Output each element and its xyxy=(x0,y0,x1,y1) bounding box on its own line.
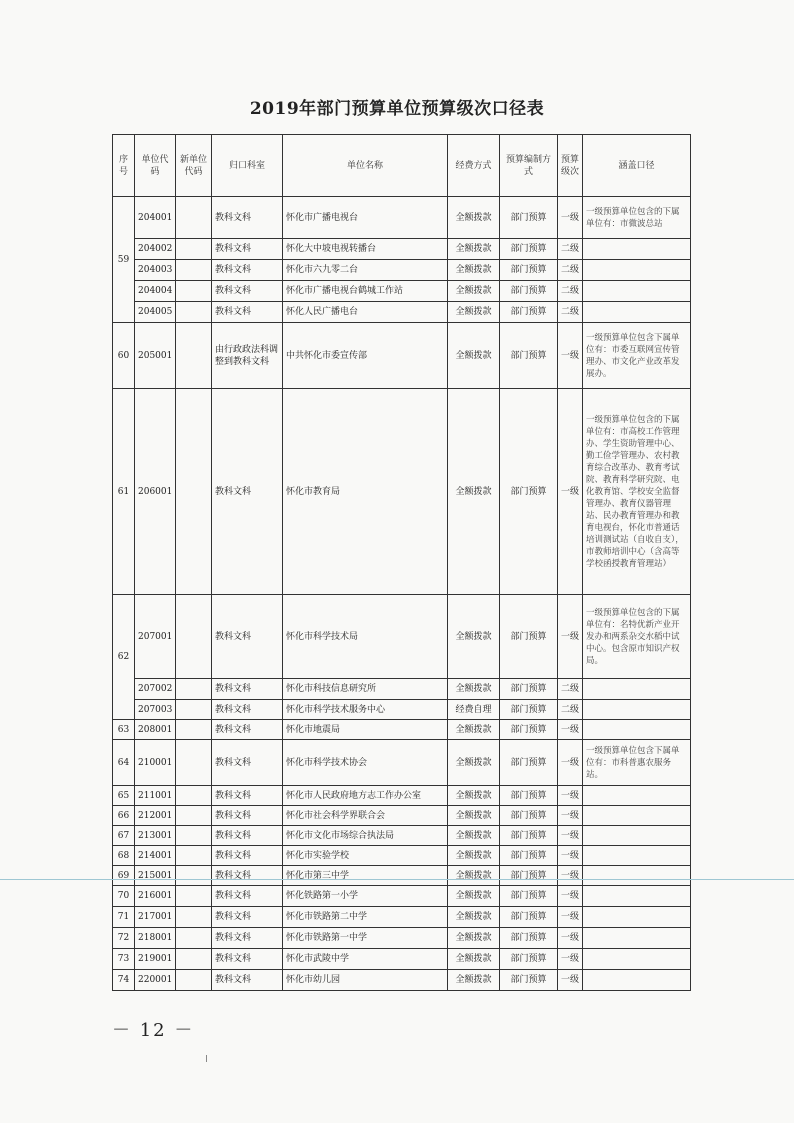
table-row xyxy=(113,886,691,907)
dept-cell: 教科文科 xyxy=(212,595,283,679)
funding-cell: 全额拨款 xyxy=(448,595,500,679)
table-row xyxy=(113,679,691,700)
new-unit-code-cell xyxy=(176,970,212,991)
new-unit-code-cell xyxy=(176,806,212,826)
table-row xyxy=(113,928,691,949)
scope-cell: 一级预算单位包含的下属单位有：市高校工作管理办、学生资助管理中心、勤工俭学管理办、农村教育综合改革办、教育考试院、教育科学研究院、电化教育馆、学校安全监督管理办、教育仪器管理站、民办教育管理办和教育电视台，怀化市普通话培训测试站（自收自支），市教师培训中心（含高等学校函授教育管理站） xyxy=(583,389,691,595)
level-cell: 二级 xyxy=(558,260,583,281)
unit-code-cell: 217001 xyxy=(135,907,176,928)
scope-cell xyxy=(583,786,691,806)
funding-cell: 全额拨款 xyxy=(448,239,500,260)
table-row xyxy=(113,740,691,786)
level-cell: 一级 xyxy=(558,866,583,886)
new-unit-code-cell xyxy=(176,886,212,907)
scope-cell xyxy=(583,239,691,260)
unit-name-cell: 怀化市铁路第一中学 xyxy=(283,928,448,949)
table-body xyxy=(113,197,691,991)
seq-cell: 67 xyxy=(113,826,135,846)
dept-cell: 教科文科 xyxy=(212,197,283,239)
new-unit-code-cell xyxy=(176,740,212,786)
unit-name-cell: 中共怀化市委宣传部 xyxy=(283,323,448,389)
funding-cell: 全额拨款 xyxy=(448,886,500,907)
dept-cell: 教科文科 xyxy=(212,907,283,928)
scan-divider-line xyxy=(0,879,794,880)
new-unit-code-cell xyxy=(176,302,212,323)
table-row xyxy=(113,826,691,846)
table-row xyxy=(113,949,691,970)
scope-cell xyxy=(583,281,691,302)
unit-code-cell: 204002 xyxy=(135,239,176,260)
page-number: － 12 － xyxy=(112,1020,195,1041)
unit-name-cell: 怀化市人民政府地方志工作办公室 xyxy=(283,786,448,806)
new-unit-code-cell xyxy=(176,949,212,970)
funding-cell: 全额拨款 xyxy=(448,806,500,826)
unit-name-cell: 怀化大中坡电视转播台 xyxy=(283,239,448,260)
seq-cell: 66 xyxy=(113,806,135,826)
budget-mode-cell: 部门预算 xyxy=(500,866,558,886)
budget-mode-cell: 部门预算 xyxy=(500,786,558,806)
unit-name-cell: 怀化市科学技术局 xyxy=(283,595,448,679)
table-row xyxy=(113,866,691,886)
budget-mode-cell: 部门预算 xyxy=(500,281,558,302)
table-row xyxy=(113,323,691,389)
level-cell: 一级 xyxy=(558,949,583,970)
table-header-row xyxy=(113,135,691,197)
unit-code-cell: 211001 xyxy=(135,786,176,806)
dept-cell: 教科文科 xyxy=(212,866,283,886)
scope-cell xyxy=(583,679,691,700)
scope-cell xyxy=(583,806,691,826)
dept-cell: 教科文科 xyxy=(212,740,283,786)
budget-mode-cell: 部门预算 xyxy=(500,197,558,239)
budget-mode-cell: 部门预算 xyxy=(500,949,558,970)
seq-cell: 72 xyxy=(113,928,135,949)
budget-mode-cell: 部门预算 xyxy=(500,806,558,826)
new-unit-code-cell xyxy=(176,389,212,595)
level-cell: 一级 xyxy=(558,970,583,991)
budget-mode-cell: 部门预算 xyxy=(500,700,558,720)
level-cell: 一级 xyxy=(558,806,583,826)
dept-cell: 教科文科 xyxy=(212,786,283,806)
unit-code-cell: 219001 xyxy=(135,949,176,970)
seq-cell: 64 xyxy=(113,740,135,786)
unit-code-cell: 204004 xyxy=(135,281,176,302)
new-unit-code-cell xyxy=(176,323,212,389)
level-cell: 二级 xyxy=(558,679,583,700)
table-row xyxy=(113,197,691,239)
table-row xyxy=(113,281,691,302)
unit-name-cell: 怀化市第三中学 xyxy=(283,866,448,886)
new-unit-code-cell xyxy=(176,679,212,700)
unit-name-cell: 怀化市科学技术协会 xyxy=(283,740,448,786)
header-level: 预算级次 xyxy=(558,135,583,197)
unit-name-cell: 怀化市广播电视台 xyxy=(283,197,448,239)
level-cell: 一级 xyxy=(558,595,583,679)
budget-mode-cell: 部门预算 xyxy=(500,970,558,991)
table-row xyxy=(113,907,691,928)
seq-cell: 71 xyxy=(113,907,135,928)
seq-cell: 68 xyxy=(113,846,135,866)
level-cell: 一级 xyxy=(558,389,583,595)
unit-code-cell: 205001 xyxy=(135,323,176,389)
new-unit-code-cell xyxy=(176,846,212,866)
unit-code-cell: 206001 xyxy=(135,389,176,595)
budget-mode-cell: 部门预算 xyxy=(500,260,558,281)
scope-cell: 一级预算单位包含的下属单位有：市微波总站 xyxy=(583,197,691,239)
dept-cell: 教科文科 xyxy=(212,886,283,907)
header-seq: 序号 xyxy=(113,135,135,197)
funding-cell: 全额拨款 xyxy=(448,720,500,740)
unit-code-cell: 207002 xyxy=(135,679,176,700)
table-row xyxy=(113,806,691,826)
unit-name-cell: 怀化市广播电视台鹤城工作站 xyxy=(283,281,448,302)
funding-cell: 全额拨款 xyxy=(448,866,500,886)
funding-cell: 全额拨款 xyxy=(448,907,500,928)
budget-mode-cell: 部门预算 xyxy=(500,846,558,866)
funding-cell: 全额拨款 xyxy=(448,197,500,239)
unit-code-cell: 204005 xyxy=(135,302,176,323)
table-row xyxy=(113,302,691,323)
table-row xyxy=(113,595,691,679)
budget-mode-cell: 部门预算 xyxy=(500,740,558,786)
level-cell: 一级 xyxy=(558,323,583,389)
table-row xyxy=(113,786,691,806)
scope-cell xyxy=(583,970,691,991)
funding-cell: 全额拨款 xyxy=(448,679,500,700)
budget-mode-cell: 部门预算 xyxy=(500,826,558,846)
unit-code-cell: 216001 xyxy=(135,886,176,907)
new-unit-code-cell xyxy=(176,197,212,239)
table-row xyxy=(113,239,691,260)
seq-cell: 59 xyxy=(113,197,135,323)
level-cell: 一级 xyxy=(558,886,583,907)
dept-cell: 教科文科 xyxy=(212,949,283,970)
seq-cell: 65 xyxy=(113,786,135,806)
new-unit-code-cell xyxy=(176,700,212,720)
unit-name-cell: 怀化人民广播电台 xyxy=(283,302,448,323)
level-cell: 一级 xyxy=(558,846,583,866)
budget-mode-cell: 部门预算 xyxy=(500,302,558,323)
unit-code-cell: 207003 xyxy=(135,700,176,720)
unit-name-cell: 怀化市幼儿园 xyxy=(283,970,448,991)
level-cell: 一级 xyxy=(558,786,583,806)
new-unit-code-cell xyxy=(176,928,212,949)
dept-cell: 由行政政法科调整到教科文科 xyxy=(212,323,283,389)
funding-cell: 全额拨款 xyxy=(448,389,500,595)
header-new-code: 新单位代码 xyxy=(176,135,212,197)
new-unit-code-cell xyxy=(176,786,212,806)
unit-code-cell: 210001 xyxy=(135,740,176,786)
funding-cell: 全额拨款 xyxy=(448,826,500,846)
funding-cell: 全额拨款 xyxy=(448,786,500,806)
document-title: 2019年部门预算单位预算级次口径表 xyxy=(249,99,545,119)
unit-name-cell: 怀化市社会科学界联合会 xyxy=(283,806,448,826)
funding-cell: 全额拨款 xyxy=(448,281,500,302)
dept-cell: 教科文科 xyxy=(212,260,283,281)
new-unit-code-cell xyxy=(176,826,212,846)
new-unit-code-cell xyxy=(176,720,212,740)
table-row xyxy=(113,389,691,595)
funding-cell: 全额拨款 xyxy=(448,740,500,786)
level-cell: 一级 xyxy=(558,907,583,928)
funding-cell: 全额拨款 xyxy=(448,846,500,866)
dept-cell: 教科文科 xyxy=(212,970,283,991)
level-cell: 一级 xyxy=(558,720,583,740)
level-cell: 二级 xyxy=(558,239,583,260)
unit-name-cell: 怀化市武陵中学 xyxy=(283,949,448,970)
seq-cell: 69 xyxy=(113,866,135,886)
dept-cell: 教科文科 xyxy=(212,720,283,740)
unit-name-cell: 怀化市科学技术服务中心 xyxy=(283,700,448,720)
seq-cell: 60 xyxy=(113,323,135,389)
dept-cell: 教科文科 xyxy=(212,281,283,302)
dept-cell: 教科文科 xyxy=(212,826,283,846)
budget-mode-cell: 部门预算 xyxy=(500,907,558,928)
unit-name-cell: 怀化铁路第一小学 xyxy=(283,886,448,907)
budget-mode-cell: 部门预算 xyxy=(500,389,558,595)
budget-mode-cell: 部门预算 xyxy=(500,928,558,949)
header-funding: 经费方式 xyxy=(448,135,500,197)
table-row xyxy=(113,260,691,281)
new-unit-code-cell xyxy=(176,281,212,302)
dept-cell: 教科文科 xyxy=(212,239,283,260)
scope-cell xyxy=(583,700,691,720)
level-cell: 二级 xyxy=(558,302,583,323)
scope-cell xyxy=(583,302,691,323)
scope-cell xyxy=(583,886,691,907)
funding-cell: 全额拨款 xyxy=(448,302,500,323)
header-dept: 归口科室 xyxy=(212,135,283,197)
funding-cell: 全额拨款 xyxy=(448,970,500,991)
scope-cell: 一级预算单位包含下属单位有：市科普惠农服务站。 xyxy=(583,740,691,786)
unit-name-cell: 怀化市教育局 xyxy=(283,389,448,595)
level-cell: 二级 xyxy=(558,700,583,720)
dept-cell: 教科文科 xyxy=(212,302,283,323)
scope-cell xyxy=(583,826,691,846)
scope-cell xyxy=(583,260,691,281)
scope-cell xyxy=(583,928,691,949)
unit-code-cell: 204003 xyxy=(135,260,176,281)
new-unit-code-cell xyxy=(176,595,212,679)
level-cell: 一级 xyxy=(558,826,583,846)
budget-level-table xyxy=(112,134,691,991)
budget-mode-cell: 部门预算 xyxy=(500,239,558,260)
funding-cell: 经费自理 xyxy=(448,700,500,720)
scope-cell xyxy=(583,846,691,866)
level-cell: 二级 xyxy=(558,281,583,302)
new-unit-code-cell xyxy=(176,239,212,260)
budget-mode-cell: 部门预算 xyxy=(500,720,558,740)
funding-cell: 全额拨款 xyxy=(448,323,500,389)
dept-cell: 教科文科 xyxy=(212,928,283,949)
scope-cell xyxy=(583,949,691,970)
scope-cell xyxy=(583,720,691,740)
header-budget-mode: 预算编制方式 xyxy=(500,135,558,197)
budget-mode-cell: 部门预算 xyxy=(500,886,558,907)
new-unit-code-cell xyxy=(176,866,212,886)
seq-cell: 61 xyxy=(113,389,135,595)
table-row xyxy=(113,720,691,740)
budget-mode-cell: 部门预算 xyxy=(500,679,558,700)
scope-cell: 一级预算单位包含的下属单位有：名特优新产业开发办和两系杂交水稻中试中心。包含原市知识产权局。 xyxy=(583,595,691,679)
dept-cell: 教科文科 xyxy=(212,679,283,700)
new-unit-code-cell xyxy=(176,907,212,928)
unit-code-cell: 215001 xyxy=(135,866,176,886)
level-cell: 一级 xyxy=(558,928,583,949)
table-row xyxy=(113,700,691,720)
budget-mode-cell: 部门预算 xyxy=(500,323,558,389)
unit-name-cell: 怀化市文化市场综合执法局 xyxy=(283,826,448,846)
unit-code-cell: 213001 xyxy=(135,826,176,846)
funding-cell: 全额拨款 xyxy=(448,260,500,281)
funding-cell: 全额拨款 xyxy=(448,949,500,970)
dept-cell: 教科文科 xyxy=(212,389,283,595)
seq-cell: 62 xyxy=(113,595,135,720)
unit-code-cell: 218001 xyxy=(135,928,176,949)
unit-name-cell: 怀化市实验学校 xyxy=(283,846,448,866)
unit-code-cell: 208001 xyxy=(135,720,176,740)
level-cell: 一级 xyxy=(558,197,583,239)
scope-cell xyxy=(583,907,691,928)
seq-cell: 74 xyxy=(113,970,135,991)
unit-code-cell: 212001 xyxy=(135,806,176,826)
dept-cell: 教科文科 xyxy=(212,806,283,826)
scan-mark xyxy=(206,1055,207,1062)
new-unit-code-cell xyxy=(176,260,212,281)
table-row xyxy=(113,846,691,866)
unit-code-cell: 204001 xyxy=(135,197,176,239)
unit-code-cell: 207001 xyxy=(135,595,176,679)
unit-name-cell: 怀化市科技信息研究所 xyxy=(283,679,448,700)
unit-name-cell: 怀化市地震局 xyxy=(283,720,448,740)
dept-cell: 教科文科 xyxy=(212,846,283,866)
header-code: 单位代码 xyxy=(135,135,176,197)
funding-cell: 全额拨款 xyxy=(448,928,500,949)
unit-name-cell: 怀化市六九零二台 xyxy=(283,260,448,281)
header-name: 单位名称 xyxy=(283,135,448,197)
scope-cell: 一级预算单位包含下属单位有：市委互联网宣传管理办、市文化产业改革发展办。 xyxy=(583,323,691,389)
dept-cell: 教科文科 xyxy=(212,700,283,720)
unit-name-cell: 怀化市铁路第二中学 xyxy=(283,907,448,928)
scope-cell xyxy=(583,866,691,886)
table-row xyxy=(113,970,691,991)
seq-cell: 70 xyxy=(113,886,135,907)
seq-cell: 63 xyxy=(113,720,135,740)
seq-cell: 73 xyxy=(113,949,135,970)
unit-code-cell: 220001 xyxy=(135,970,176,991)
header-scope: 涵盖口径 xyxy=(583,135,691,197)
unit-code-cell: 214001 xyxy=(135,846,176,866)
level-cell: 一级 xyxy=(558,740,583,786)
budget-mode-cell: 部门预算 xyxy=(500,595,558,679)
